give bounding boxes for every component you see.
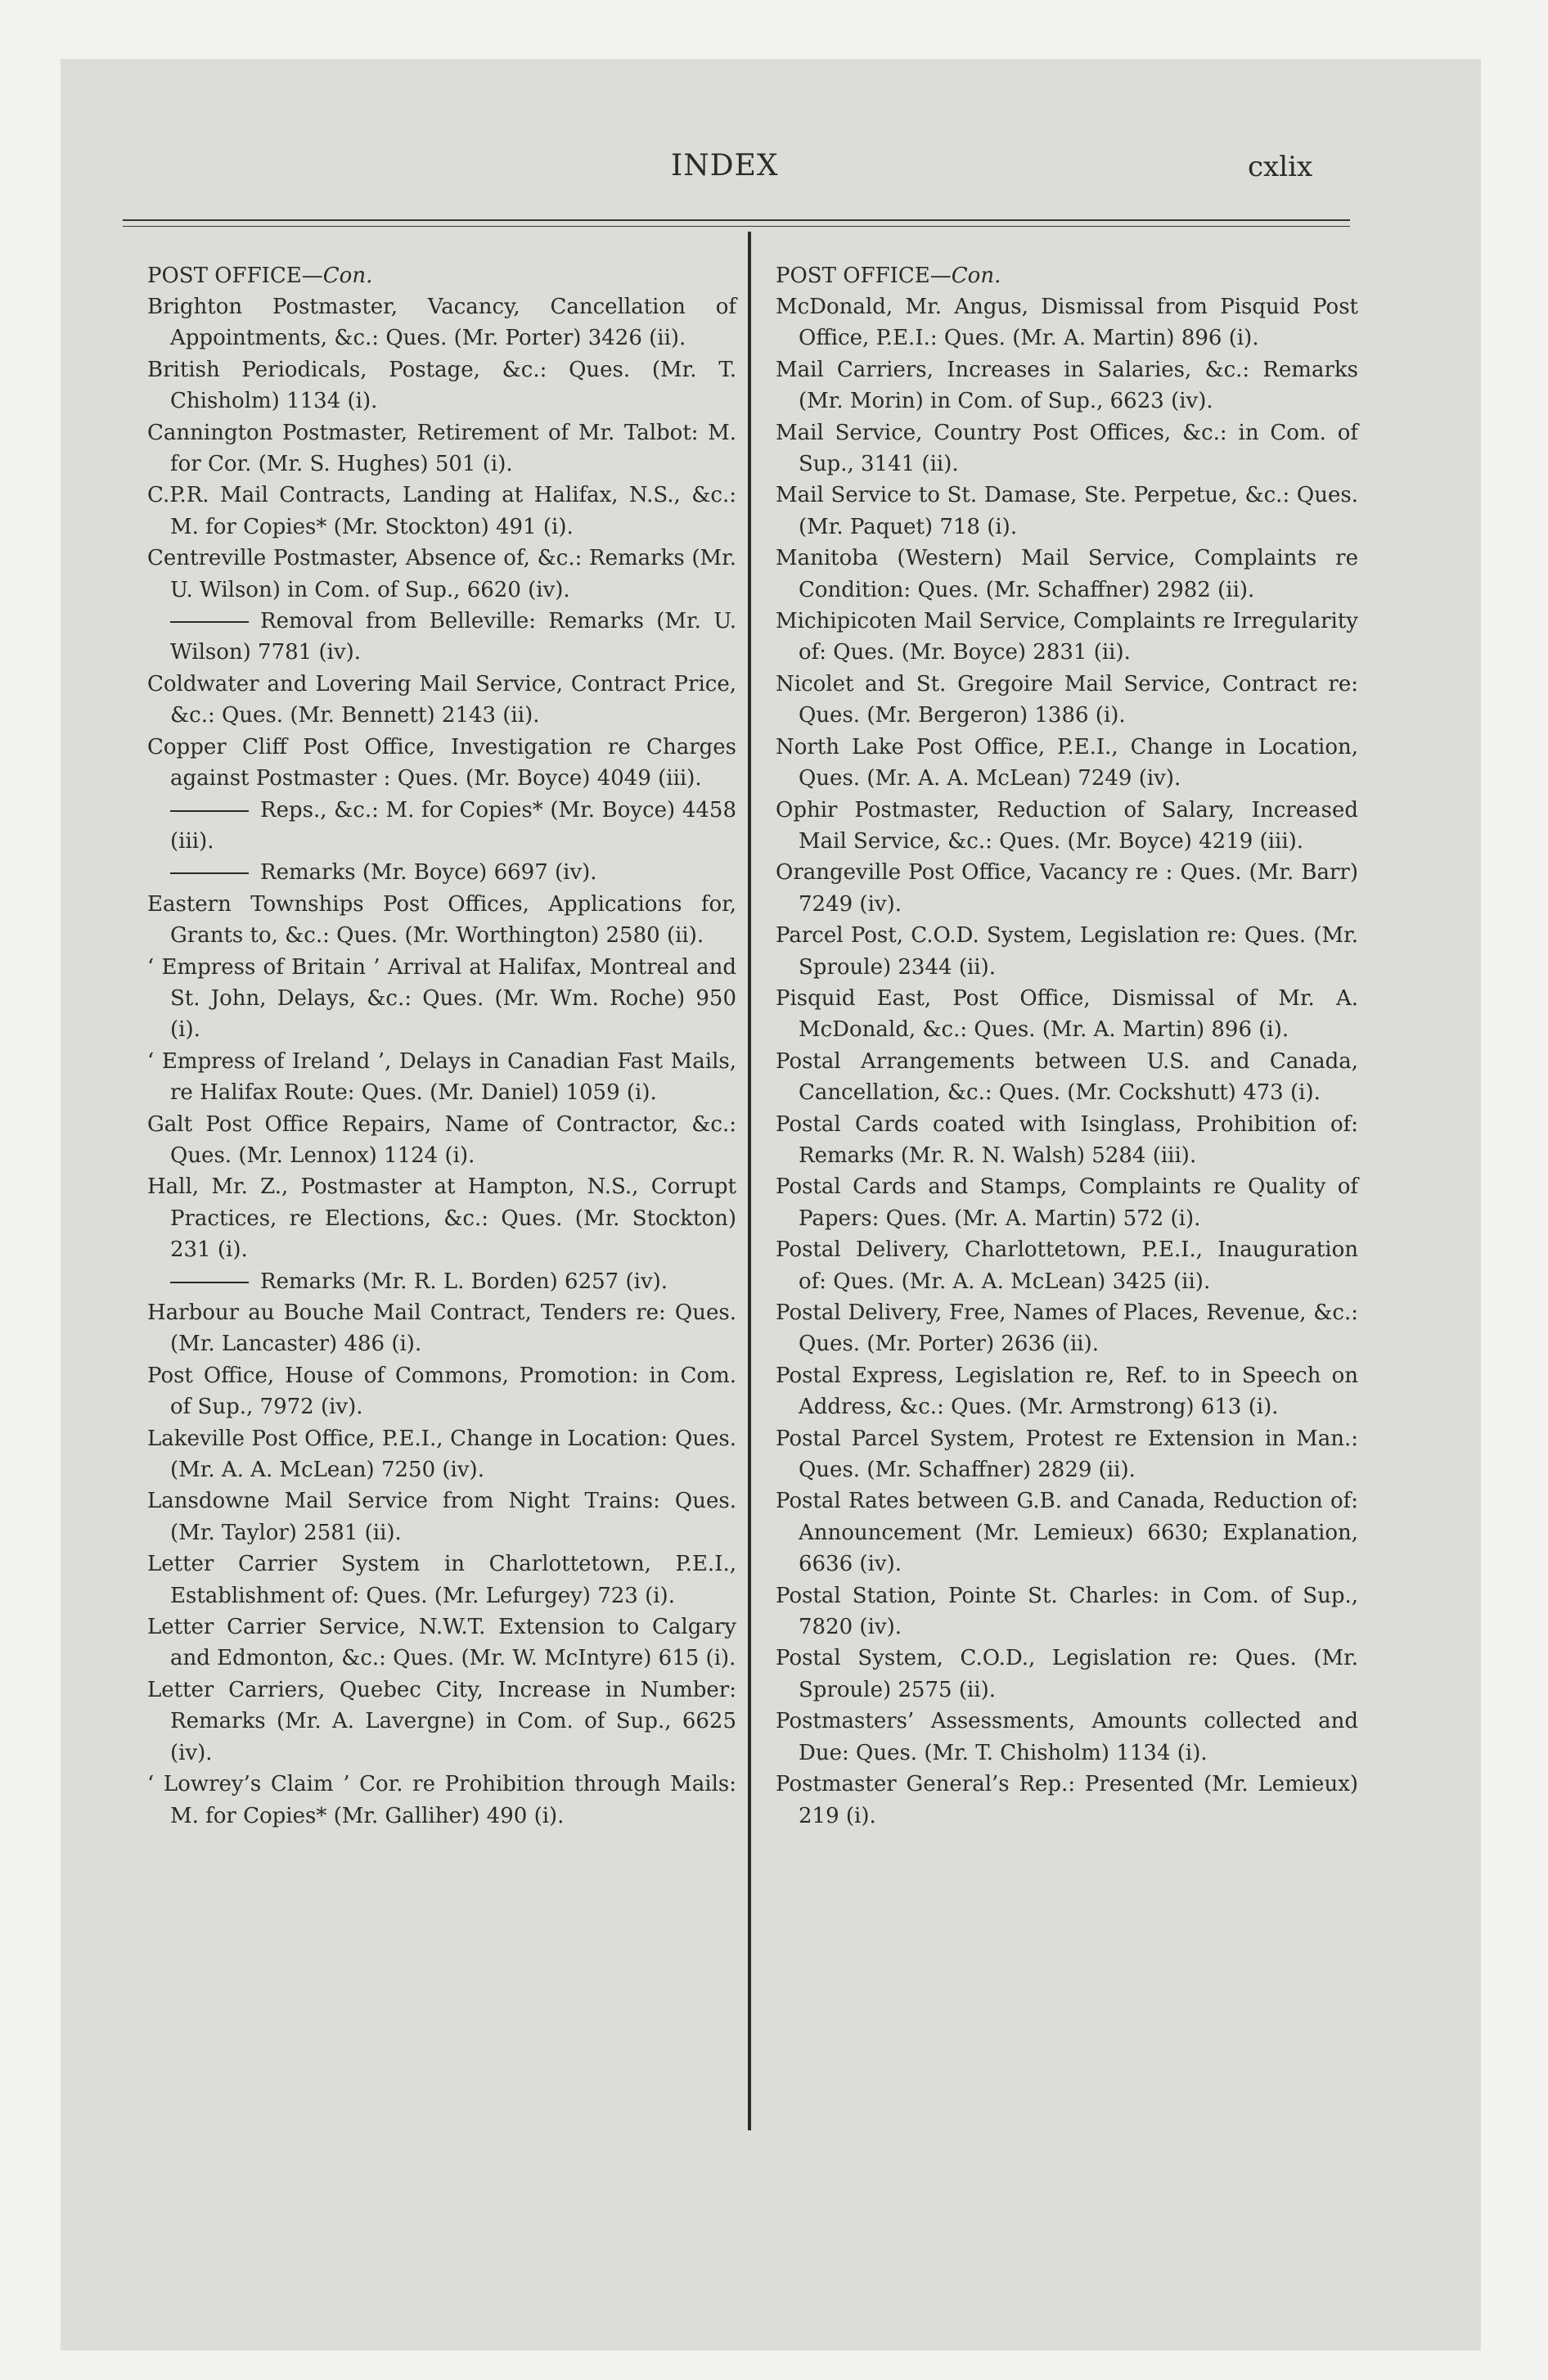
entry-text: Mail Carriers, Increases in Salaries, &c.: Remarks (Mr. Morin) in Com. of Sup., 6623 (iv). xyxy=(776,357,1358,414)
entry-list xyxy=(776,291,1358,1832)
index-entry xyxy=(147,543,736,606)
entry-text: Postal Delivery, Charlottetown, P.E.I., Inauguration of: Ques. (Mr. A. A. McLean) 3425 (ii). xyxy=(776,1237,1358,1294)
index-entry xyxy=(147,1109,736,1172)
entry-text: Galt Post Office Repairs, Name of Contractor, &c.: Ques. (Mr. Lennox) 1124 (i). xyxy=(147,1111,736,1168)
entry-text: Removal from Belleville: Remarks (Mr. U. Wilson) 7781 (iv). xyxy=(170,609,736,665)
entry-list xyxy=(147,291,736,1832)
index-entry xyxy=(776,1234,1358,1297)
index-entry xyxy=(147,732,736,795)
index-entry xyxy=(776,1706,1358,1769)
entry-text: Postmaster General’s Rep.: Presented (Mr. Lemieux) 219 (i). xyxy=(776,1772,1358,1828)
index-entry xyxy=(776,606,1358,669)
page-title: INDEX xyxy=(671,149,779,183)
entry-text: Manitoba (Western) Mail Service, Complaints re Condition: Ques. (Mr. Schaffner) 2982 (ii). xyxy=(776,546,1358,602)
index-entry xyxy=(776,417,1358,480)
entry-text: Postal Parcel System, Protest re Extension in Man.: Ques. (Mr. Schaffner) 2829 (ii). xyxy=(776,1426,1358,1483)
index-entry xyxy=(147,1485,736,1548)
index-entry xyxy=(147,795,736,858)
index-entry xyxy=(776,1485,1358,1580)
index-entry xyxy=(147,1297,736,1360)
entry-text: Brighton Postmaster, Vacancy, Cancellation of Appointments, &c.: Ques. (Mr. Porter) 3426 (ii). xyxy=(147,295,736,351)
entry-text: Letter Carriers, Quebec City, Increase in Number: Remarks (Mr. A. Lavergne) in Com. of Sup., 6625 (iv). xyxy=(147,1677,736,1765)
entry-text: Letter Carrier System in Charlottetown, P.E.I., Establishment of: Ques. (Mr. Lefurgey) 723 (i). xyxy=(147,1552,736,1608)
entry-text: Centreville Postmaster, Absence of, &c.: Remarks (Mr. U. Wilson) in Com. of Sup., 6620 (iv). xyxy=(147,546,736,602)
index-entry xyxy=(147,1423,736,1486)
right-column xyxy=(776,260,1358,1832)
index-entry xyxy=(776,1769,1358,1832)
page-number: cxlix xyxy=(1248,151,1313,183)
entry-text: Post Office, House of Commons, Promotion: in Com. of Sup., 7972 (iv). xyxy=(147,1363,736,1420)
entry-text: Postal Arrangements between U.S. and Canada, Cancellation, &c.: Ques. (Mr. Cockshutt) 473 (i). xyxy=(776,1048,1358,1106)
index-entry xyxy=(776,1643,1358,1706)
entry-text: Orangeville Post Office, Vacancy re : Ques. (Mr. Barr) 7249 (iv). xyxy=(776,860,1358,917)
entry-text: ‘ Lowrey’s Claim ’ Cor. re Prohibition through Mails: M. for Copies* (Mr. Galliher) 490 (i). xyxy=(147,1772,736,1828)
column-divider xyxy=(748,232,751,2130)
index-entry xyxy=(147,952,736,1046)
entry-text: Mail Service, Country Post Offices, &c.: in Com. of Sup., 3141 (ii). xyxy=(776,420,1358,477)
index-entry xyxy=(147,1675,736,1769)
entry-text: C.P.R. Mail Contracts, Landing at Halifax, N.S., &c.: M. for Copies* (Mr. Stockton) 491 (i). xyxy=(147,483,736,539)
index-entry xyxy=(147,291,736,354)
index-entry xyxy=(776,480,1358,543)
entry-text: Lakeville Post Office, P.E.I., Change in Location: Ques. (Mr. A. A. McLean) 7250 (iv). xyxy=(147,1426,736,1483)
entry-text: British Periodicals, Postage, &c.: Ques. (Mr. T. Chisholm) 1134 (i). xyxy=(147,357,736,414)
entry-text: Postal Express, Legislation re, Ref. to in Speech on Address, &c.: Ques. (Mr. Armstrong) 613 (i). xyxy=(776,1363,1358,1420)
index-entry xyxy=(147,889,736,952)
index-entry xyxy=(147,1266,736,1297)
entry-text: North Lake Post Office, P.E.I., Change in Location, Ques. (Mr. A. A. McLean) 7249 (iv). xyxy=(776,734,1358,791)
entry-text: Eastern Townships Post Offices, Applications for, Grants to, &c.: Ques. (Mr. Worthington) 2580 (ii). xyxy=(147,891,736,949)
index-entry xyxy=(776,1297,1358,1360)
index-entry xyxy=(147,1611,736,1675)
index-entry xyxy=(147,606,736,669)
header-rule xyxy=(123,219,1350,221)
index-entry xyxy=(147,354,736,417)
index-entry xyxy=(147,857,736,888)
entry-text: Michipicoten Mail Service, Complaints re Irregularity of: Ques. (Mr. Boyce) 2831 (ii). xyxy=(776,609,1358,665)
entry-text: Nicolet and St. Gregoire Mail Service, Contract re: Ques. (Mr. Bergeron) 1386 (i). xyxy=(776,671,1358,728)
index-entry xyxy=(147,1171,736,1265)
entry-text: Postal Rates between G.B. and Canada, Reduction of: Announcement (Mr. Lemieux) 6630; Explanation, 6636 (iv). xyxy=(776,1489,1358,1577)
entry-text: Reps., &c.: M. for Copies* (Mr. Boyce) 4458 (iii). xyxy=(170,797,736,854)
index-entry xyxy=(147,1769,736,1832)
index-entry xyxy=(776,1580,1358,1643)
entry-text: ‘ Empress of Britain ’ Arrival at Halifax, Montreal and St. John, Delays, &c.: Ques. (Mr. Wm. Roche) 950 (i). xyxy=(147,954,736,1043)
index-entry xyxy=(776,920,1358,983)
entry-text: Postal Cards and Stamps, Complaints re Quality of Papers: Ques. (Mr. A. Martin) 572 (i). xyxy=(776,1174,1358,1231)
index-entry xyxy=(776,732,1358,795)
ditto-dash xyxy=(170,1282,249,1283)
index-entry xyxy=(776,1046,1358,1109)
ditto-dash xyxy=(170,872,249,874)
entry-text: ‘ Empress of Ireland ’, Delays in Canadian Fast Mails, re Halifax Route: Ques. (Mr. Daniel) 1059 (i). xyxy=(147,1048,736,1106)
index-entry xyxy=(776,1360,1358,1423)
entry-text: Postal System, C.O.D., Legislation re: Ques. (Mr. Sproule) 2575 (ii). xyxy=(776,1646,1358,1702)
entry-text: Letter Carrier Service, N.W.T. Extension to Calgary and Edmonton, &c.: Ques. (Mr. W. McIntyre) 615 (i). xyxy=(147,1615,736,1671)
index-entry xyxy=(776,291,1358,354)
column-heading: POST OFFICE—Con. xyxy=(776,264,1001,288)
entry-text: Ophir Postmaster, Reduction of Salary, Increased Mail Service, &c.: Ques. (Mr. Boyce) 4219 (iii). xyxy=(776,797,1358,854)
index-entry xyxy=(776,669,1358,732)
index-entry xyxy=(776,857,1358,920)
entry-text: Copper Cliff Post Office, Investigation re Charges against Postmaster : Ques. (Mr. Boyce) 4049 (iii). xyxy=(147,734,736,791)
ditto-dash xyxy=(170,810,249,812)
entry-text: Cannington Postmaster, Retirement of Mr. Talbot: M. for Cor. (Mr. S. Hughes) 501 (i). xyxy=(147,420,736,477)
ditto-dash xyxy=(170,621,249,623)
left-column xyxy=(147,260,736,1832)
index-entry xyxy=(776,1171,1358,1234)
entry-text: Postmasters’ Assessments, Amounts collected and Due: Ques. (Mr. T. Chisholm) 1134 (i). xyxy=(776,1709,1358,1765)
index-entry xyxy=(776,983,1358,1046)
entry-text: Hall, Mr. Z., Postmaster at Hampton, N.S., Corrupt Practices, re Elections, &c.: Ques. (Mr. Stockton) 231 (i). xyxy=(147,1174,736,1263)
entry-text: Remarks (Mr. Boyce) 6697 (iv). xyxy=(260,860,597,886)
index-entry xyxy=(776,354,1358,417)
entry-text: Lansdowne Mail Service from Night Trains: Ques. (Mr. Taylor) 2581 (ii). xyxy=(147,1489,736,1545)
index-entry xyxy=(776,795,1358,858)
index-entry xyxy=(147,1046,736,1109)
index-entry xyxy=(776,543,1358,606)
entry-text: Coldwater and Lovering Mail Service, Contract Price, &c.: Ques. (Mr. Bennett) 2143 (ii). xyxy=(147,671,736,728)
entry-text: Remarks (Mr. R. L. Borden) 6257 (iv). xyxy=(260,1269,668,1294)
entry-text: Pisquid East, Post Office, Dismissal of Mr. A. McDonald, &c.: Ques. (Mr. A. Martin) 896 (i). xyxy=(776,985,1358,1043)
column-heading: POST OFFICE—Con. xyxy=(147,264,373,288)
entry-text: Postal Delivery, Free, Names of Places, Revenue, &c.: Ques. (Mr. Porter) 2636 (ii). xyxy=(776,1300,1358,1357)
index-entry xyxy=(147,669,736,732)
entry-text: Harbour au Bouche Mail Contract, Tenders re: Ques. (Mr. Lancaster) 486 (i). xyxy=(147,1300,736,1357)
entry-text: Parcel Post, C.O.D. System, Legislation re: Ques. (Mr. Sproule) 2344 (ii). xyxy=(776,923,1358,980)
index-entry xyxy=(776,1109,1358,1172)
index-entry xyxy=(776,1423,1358,1486)
entry-text: Mail Service to St. Damase, Ste. Perpetue, &c.: Ques. (Mr. Paquet) 718 (i). xyxy=(776,483,1358,539)
header-rule-thin xyxy=(123,226,1350,227)
index-entry xyxy=(147,1548,736,1611)
index-entry xyxy=(147,1360,736,1423)
entry-text: Postal Cards coated with Isinglass, Prohibition of: Remarks (Mr. R. N. Walsh) 5284 (iii). xyxy=(776,1111,1358,1168)
index-entry xyxy=(147,417,736,480)
entry-text: Postal Station, Pointe St. Charles: in Com. of Sup., 7820 (iv). xyxy=(776,1583,1358,1640)
index-entry xyxy=(147,480,736,543)
entry-text: McDonald, Mr. Angus, Dismissal from Pisquid Post Office, P.E.I.: Ques. (Mr. A. Martin) 896 (i). xyxy=(776,295,1358,351)
